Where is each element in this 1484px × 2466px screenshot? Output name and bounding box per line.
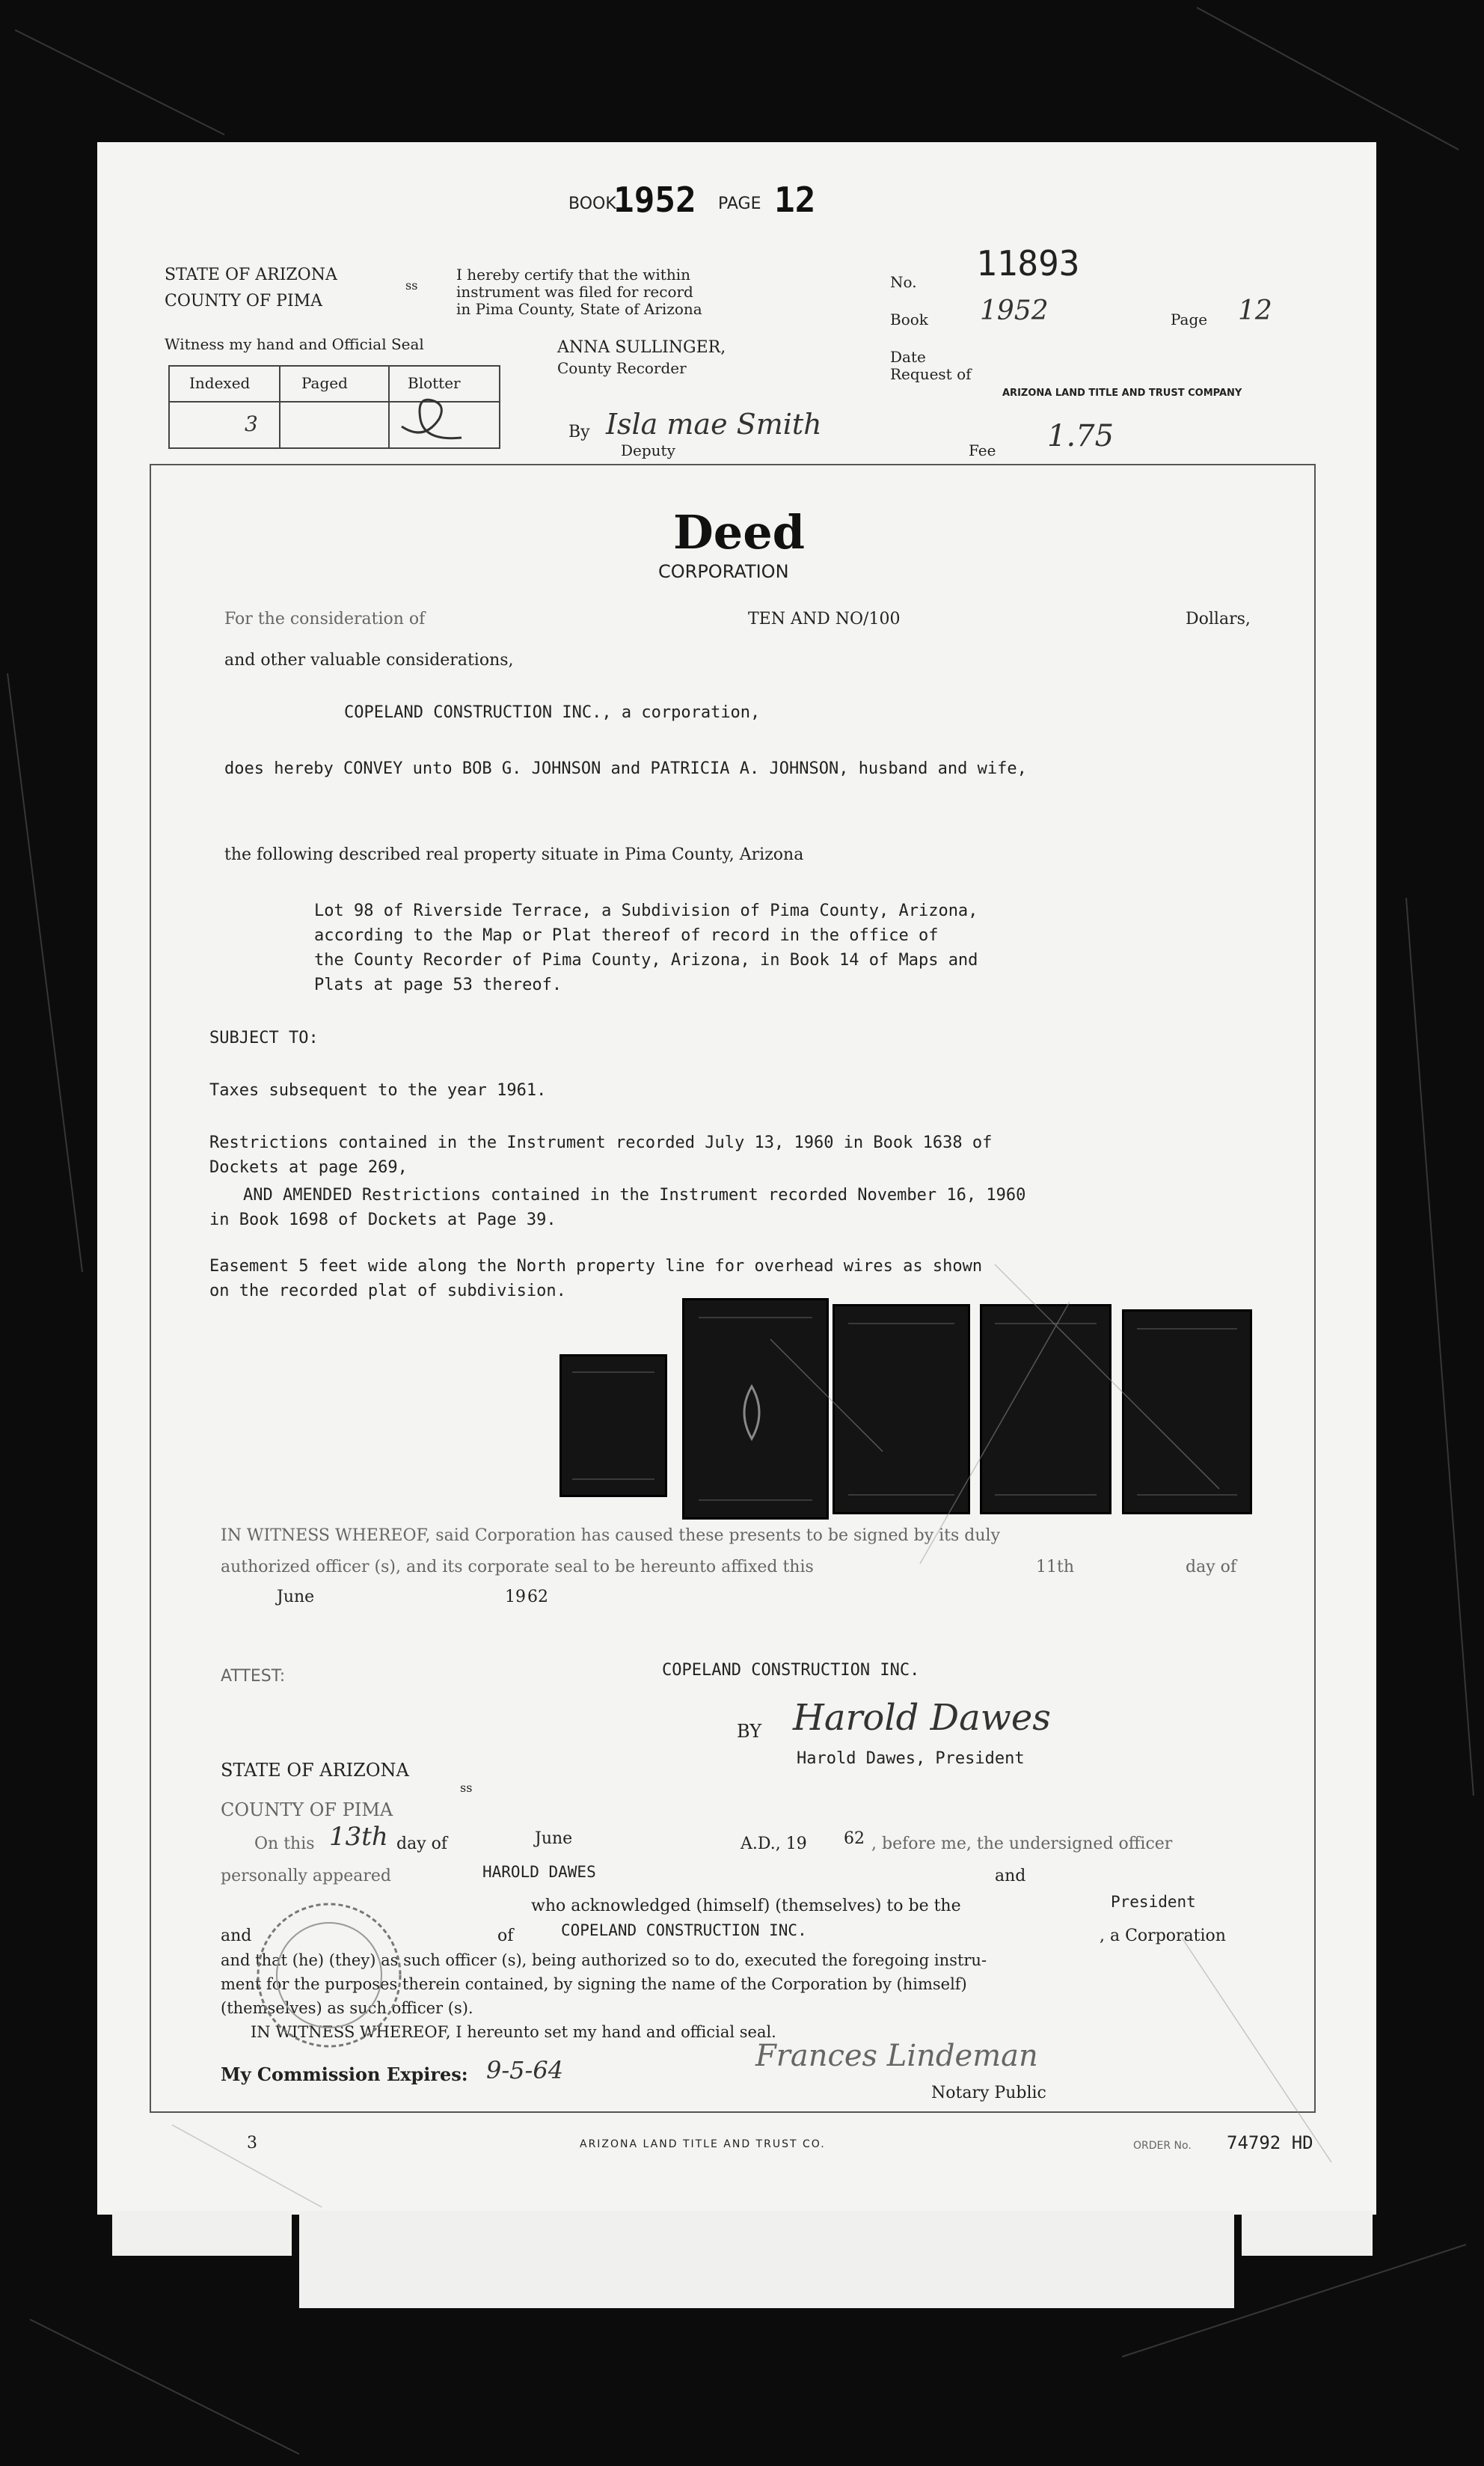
recorder-name: ANNA SULLINGER,: [557, 338, 726, 357]
record-book-value: 1952: [980, 296, 1049, 326]
notary-before: , before me, the undersigned officer: [871, 1835, 1173, 1853]
witness-line-1: IN WITNESS WHEREOF, said Corporation has caused these presents to be signed by its duly: [221, 1526, 1001, 1545]
consideration-amount: TEN AND NO/100: [748, 610, 901, 628]
record-no-value: 11893: [976, 243, 1080, 284]
notary-personally: personally appeared: [221, 1867, 391, 1885]
notary-and: and: [995, 1867, 1026, 1885]
record-fee-value: 1.75: [1047, 419, 1114, 453]
cert-by: By: [568, 423, 590, 441]
deed-subtitle: CORPORATION: [658, 561, 789, 582]
notary-office: President: [1111, 1893, 1196, 1911]
deed-title: Deed: [673, 505, 806, 560]
cert-ss: ss: [405, 278, 418, 293]
cert-line-3: in Pima County, State of Arizona: [456, 300, 702, 318]
grantor-line: COPELAND CONSTRUCTION INC., a corporation,: [344, 703, 761, 722]
notary-text-1: and that (he) (they) as such officer (s), being authorized so to do, executed the foregoing instru-: [221, 1951, 987, 1969]
page-label: PAGE: [718, 195, 761, 213]
notary-acknowledged: who acknowledged (himself) (themselves) to be the: [531, 1897, 961, 1915]
easement-line-2: on the recorded plat of subdivision.: [209, 1282, 566, 1300]
attest-label: ATTEST:: [221, 1667, 286, 1686]
book-label: BOOK: [568, 195, 616, 213]
notary-and-of: and: [221, 1927, 252, 1945]
legal-line-1: Lot 98 of Riverside Terrace, a Subdivision of Pima County, Arizona,: [314, 902, 978, 920]
legal-line-3: the County Recorder of Pima County, Arizona, in Book 14 of Maps and: [314, 951, 978, 970]
footer-order-value: 74792 HD: [1227, 2132, 1313, 2153]
notary-witness-line: IN WITNESS WHEREOF, I hereunto set my hand and official seal.: [251, 2023, 776, 2041]
notary-corp-suffix: , a Corporation: [1100, 1927, 1226, 1945]
bottom-tab-strip: [299, 2211, 1234, 2308]
other-consideration: and other valuable considerations,: [224, 651, 514, 670]
amended-line-2: in Book 1698 of Dockets at Page 39.: [209, 1211, 556, 1229]
record-request-label: Request of: [890, 365, 972, 383]
notary-title: Notary Public: [931, 2084, 1046, 2102]
deed-sheet: [97, 142, 1376, 2215]
witness-line-2: authorized officer (s), and its corporate seal to be hereunto affixed this: [221, 1558, 814, 1576]
record-no-label: No.: [890, 273, 917, 291]
index-col-paged: Paged: [301, 374, 348, 392]
notary-ss: ss: [460, 1781, 473, 1795]
consideration-end: Dollars,: [1186, 610, 1251, 628]
notary-day-of: day of: [396, 1835, 448, 1853]
notary-day: 13th: [329, 1822, 388, 1852]
convey-line: does hereby CONVEY unto BOB G. JOHNSON and PATRICIA A. JOHNSON, husband and wife,: [224, 759, 1027, 778]
cert-state: STATE OF ARIZONA: [165, 266, 337, 284]
cert-line-2: instrument was filed for record: [456, 283, 693, 301]
index-mark: 3: [245, 411, 258, 436]
witness-year-prefix: 19: [505, 1588, 526, 1606]
cert-line-1: I hereby certify that the within: [456, 266, 690, 284]
commission-value: 9-5-64: [486, 2056, 564, 2084]
recorder-title: County Recorder: [557, 359, 687, 377]
notary-text-3: (themselves) as such officer (s).: [221, 1999, 473, 2017]
footer-left-mark: 3: [247, 2134, 257, 2153]
notary-text-2: ment for the purposes therein contained, by signing the name of the Corporation by (himself): [221, 1975, 967, 1993]
notary-county: COUNTY OF PIMA: [221, 1799, 393, 1820]
footer-order-label: ORDER No.: [1133, 2140, 1192, 2152]
signing-company: COPELAND CONSTRUCTION INC.: [662, 1661, 920, 1680]
record-request-value: ARIZONA LAND TITLE AND TRUST COMPANY: [1002, 388, 1242, 399]
record-page-value: 12: [1238, 296, 1272, 326]
bottom-tab-left: [112, 2211, 292, 2256]
cert-county: COUNTY OF PIMA: [165, 292, 323, 310]
amended-line-1: AND AMENDED Restrictions contained in the Instrument recorded November 16, 1960: [243, 1186, 1026, 1205]
notary-corp: COPELAND CONSTRUCTION INC.: [561, 1921, 807, 1939]
commission-label: My Commission Expires:: [221, 2063, 468, 2085]
restrictions-line-1: Restrictions contained in the Instrument recorded July 13, 1960 in Book 1638 of: [209, 1133, 993, 1152]
witness-day-label: day of: [1186, 1558, 1237, 1576]
notary-person: HAROLD DAWES: [482, 1863, 596, 1881]
property-intro: the following described real property situate in Pima County, Arizona: [224, 845, 804, 864]
record-date-label: Date: [890, 348, 926, 366]
taxes-line: Taxes subsequent to the year 1961.: [209, 1081, 547, 1100]
index-col-blotter: Blotter: [408, 374, 461, 392]
witness-year: 62: [527, 1588, 548, 1606]
footer-company: ARIZONA LAND TITLE AND TRUST CO.: [580, 2138, 826, 2150]
notary-of: of: [497, 1927, 514, 1945]
notary-month: June: [535, 1829, 573, 1848]
deputy-label: Deputy: [621, 441, 675, 459]
notary-ad: A.D., 19: [741, 1835, 807, 1853]
easement-line-1: Easement 5 feet wide along the North property line for overhead wires as shown: [209, 1257, 983, 1276]
record-fee-label: Fee: [969, 441, 996, 459]
president-signature: Harold Dawes: [793, 1697, 1051, 1739]
notary-on-this: On this: [254, 1835, 315, 1853]
witness-month: June: [277, 1588, 315, 1606]
consideration-start: For the consideration of: [224, 610, 426, 628]
signer-name-title: Harold Dawes, President: [797, 1749, 1025, 1768]
sheet-scratches: [97, 142, 1376, 2215]
witness-day-value: 11th: [1036, 1558, 1075, 1576]
index-col-indexed: Indexed: [189, 374, 251, 392]
record-book-label: Book: [890, 310, 928, 328]
subject-to: SUBJECT TO:: [209, 1029, 319, 1047]
book-number: 1952: [613, 180, 696, 220]
notary-signature: Frances Lindeman: [755, 2039, 1038, 2073]
record-page-label: Page: [1171, 310, 1208, 328]
notary-state: STATE OF ARIZONA: [221, 1760, 409, 1781]
restrictions-line-2: Dockets at page 269,: [209, 1158, 408, 1177]
cert-witness: Witness my hand and Official Seal: [165, 335, 424, 353]
bottom-tab-right: [1242, 2211, 1373, 2256]
page-number: 12: [774, 180, 816, 220]
notary-year: 62: [844, 1829, 865, 1848]
signing-by: BY: [737, 1721, 762, 1742]
legal-line-2: according to the Map or Plat thereof of record in the office of: [314, 926, 939, 945]
deputy-signature: Isla mae Smith: [606, 408, 822, 441]
legal-line-4: Plats at page 53 thereof.: [314, 976, 562, 994]
